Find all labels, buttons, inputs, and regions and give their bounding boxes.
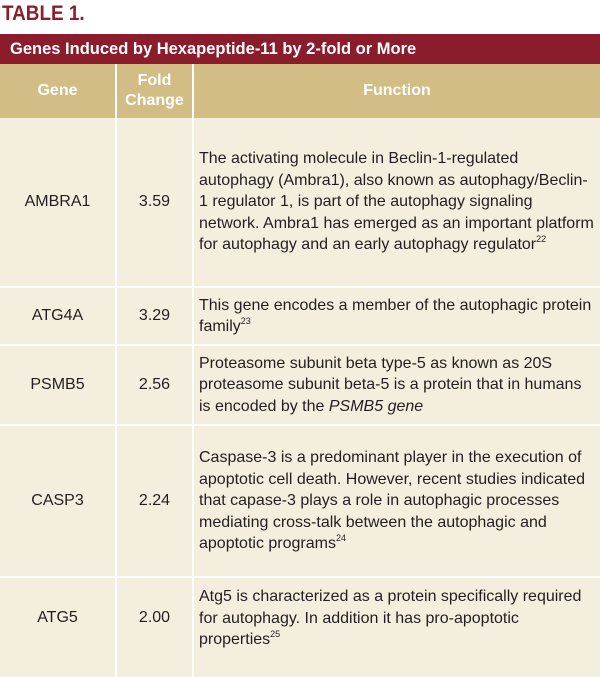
reference-number: 25 [270,628,281,639]
function-cell [196,578,596,677]
function-text: Caspase-3 is a predominant player in the execution of apoptotic cell death. However, recent studies indicated that capase-3 plays a role in autophagic processes mediating cross-talk between the autophagic and apoptotic programs [199,449,586,553]
gene-name-italic: PSMB5 gene [328,397,424,415]
gene-cell: PSMB5 [30,376,85,393]
function-text: The activating molecule in Beclin-1-regulated autophagy (Ambra1), also known as autophagy/Beclin-1 regulator 1, is part of the autophagy signaling network. Ambra1 has emerged as an important platform for autophagy and an early autophagy regulator [199,150,594,254]
table-label: TABLE 1. [2,2,85,25]
reference-number: 22 [536,233,547,244]
header-fold-line1: Fold [137,72,172,89]
fold-cell: 2.00 [138,608,171,626]
table-row [0,286,600,344]
column-divider [192,578,194,677]
header-fold-change [117,64,192,118]
column-divider [115,578,117,677]
gene-cell: ATG4A [31,307,84,324]
table-row [0,118,600,286]
function-cell [196,288,596,344]
header-function: Function [363,82,431,99]
column-divider [115,288,117,344]
column-divider [192,426,194,576]
reference-number: 24 [335,532,346,543]
function-cell [196,426,596,576]
header-gene: Gene [37,82,78,99]
column-divider [115,346,117,424]
header-fold-line2: Change [125,92,184,109]
gene-cell: AMBRA1 [24,193,91,210]
column-divider [115,118,117,286]
header-divider [192,64,194,118]
reference-number: 23 [240,315,251,326]
column-divider [115,426,117,576]
table-header [0,64,600,118]
table-row [0,344,600,424]
function-cell [196,346,596,424]
table-row [0,424,600,576]
column-divider [192,288,194,344]
function-text: This gene encodes a member of the autophagic protein family [199,296,592,335]
header-divider [115,64,117,118]
fold-cell: 2.24 [138,492,171,509]
gene-cell: CASP3 [31,492,84,509]
function-text: Atg5 is characterized as a protein specifically required for autophagy. In addition it has pro-apoptotic properties [199,588,582,648]
table-title: Genes Induced by Hexapeptide-11 by 2-fold or More [0,34,600,64]
fold-cell: 3.29 [138,307,171,324]
gene-cell: ATG5 [37,608,78,626]
table-body [0,118,600,677]
column-divider [192,118,194,286]
fold-cell: 2.56 [138,376,171,393]
column-divider [192,346,194,424]
fold-cell: 3.59 [138,193,171,210]
function-text: Proteasome subunit beta type-5 as known as 20S proteasome subunit beta-5 is a protein that in humans is encoded by the [199,354,582,415]
function-cell [196,118,596,286]
table-row [0,576,600,677]
